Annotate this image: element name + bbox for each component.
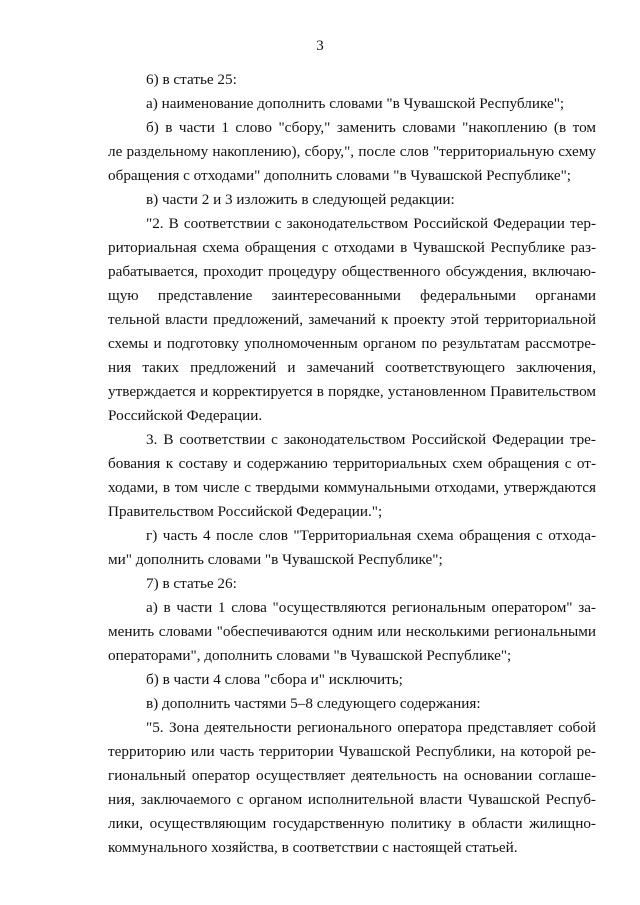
text-line: менить словами "обеспечиваются одним или несколькими региональными bbox=[108, 623, 596, 640]
text-line: 3. В соответствии с законодательством Российской Федерации тре- bbox=[146, 431, 596, 448]
text-line: рабатывается, проходит процедуру общественного обсуждения, включаю- bbox=[108, 263, 596, 280]
text-line: б) в части 1 слово "сбору," заменить словами "накоплению (в том bbox=[146, 119, 596, 136]
text-line: ле раздельному накоплению), сбору,", после слов "территориальную схему bbox=[108, 143, 596, 160]
text-line: щую представление заинтересованными федеральными органами bbox=[108, 287, 596, 304]
text-line: "2. В соответствии с законодательством Российской Федерации тер- bbox=[146, 215, 596, 232]
text-line: риториальная схема обращения с отходами в Чувашской Республике раз- bbox=[108, 239, 596, 256]
text-line: ходами, в том числе с твердыми коммунальными отходами, утверждаются bbox=[108, 479, 596, 496]
text-line: 6) в статье 25: bbox=[146, 71, 237, 88]
text-line: ми" дополнить словами "в Чувашской Республике"; bbox=[108, 551, 443, 568]
text-line: в) дополнить частями 5–8 следующего содержания: bbox=[146, 695, 481, 712]
text-line: ния, заключаемого с органом исполнительной власти Чувашской Респуб- bbox=[108, 791, 596, 808]
text-line: бования к составу и содержанию территориальных схем обращения с от- bbox=[108, 455, 596, 472]
text-line: а) наименование дополнить словами "в Чувашской Республике"; bbox=[146, 95, 565, 112]
text-line: обращения с отходами" дополнить словами "в Чувашской Республике"; bbox=[108, 167, 572, 184]
text-line: операторами", дополнить словами "в Чувашской Республике"; bbox=[108, 647, 512, 664]
text-line: схемы и подготовку уполномоченным органом по результатам рассмотре- bbox=[108, 335, 596, 352]
text-line: а) в части 1 слова "осуществляются региональным оператором" за- bbox=[146, 599, 596, 616]
text-line: г) часть 4 после слов "Территориальная схема обращения с отхода- bbox=[146, 527, 596, 544]
text-line: в) части 2 и 3 изложить в следующей редакции: bbox=[146, 191, 455, 208]
text-line: 7) в статье 26: bbox=[146, 575, 237, 592]
text-line: Правительством Российской Федерации."; bbox=[108, 503, 383, 520]
text-line: "5. Зона деятельности регионального оператора представляет собой bbox=[146, 719, 596, 736]
page-number: 3 bbox=[316, 38, 324, 54]
text-line: территорию или часть территории Чувашской Республики, на которой ре- bbox=[108, 743, 596, 760]
text-line: б) в части 4 слова "сбора и" исключить; bbox=[146, 671, 403, 688]
text-line: ния таких предложений и замечаний соответствующего заключения, bbox=[108, 359, 596, 376]
document-body bbox=[108, 68, 596, 860]
text-line: утверждается и корректируется в порядке, установленном Правительством bbox=[108, 383, 596, 400]
text-line: коммунального хозяйства, в соответствии с настоящей статьей. bbox=[108, 839, 518, 856]
text-line: гиональный оператор осуществляет деятельность на основании соглаше- bbox=[108, 767, 596, 784]
text-line: Российской Федерации. bbox=[108, 407, 263, 424]
text-line: тельной власти предложений, замечаний к проекту этой территориальной bbox=[108, 311, 596, 328]
text-line: лики, осуществляющим государственную политику в области жилищно- bbox=[108, 815, 596, 832]
